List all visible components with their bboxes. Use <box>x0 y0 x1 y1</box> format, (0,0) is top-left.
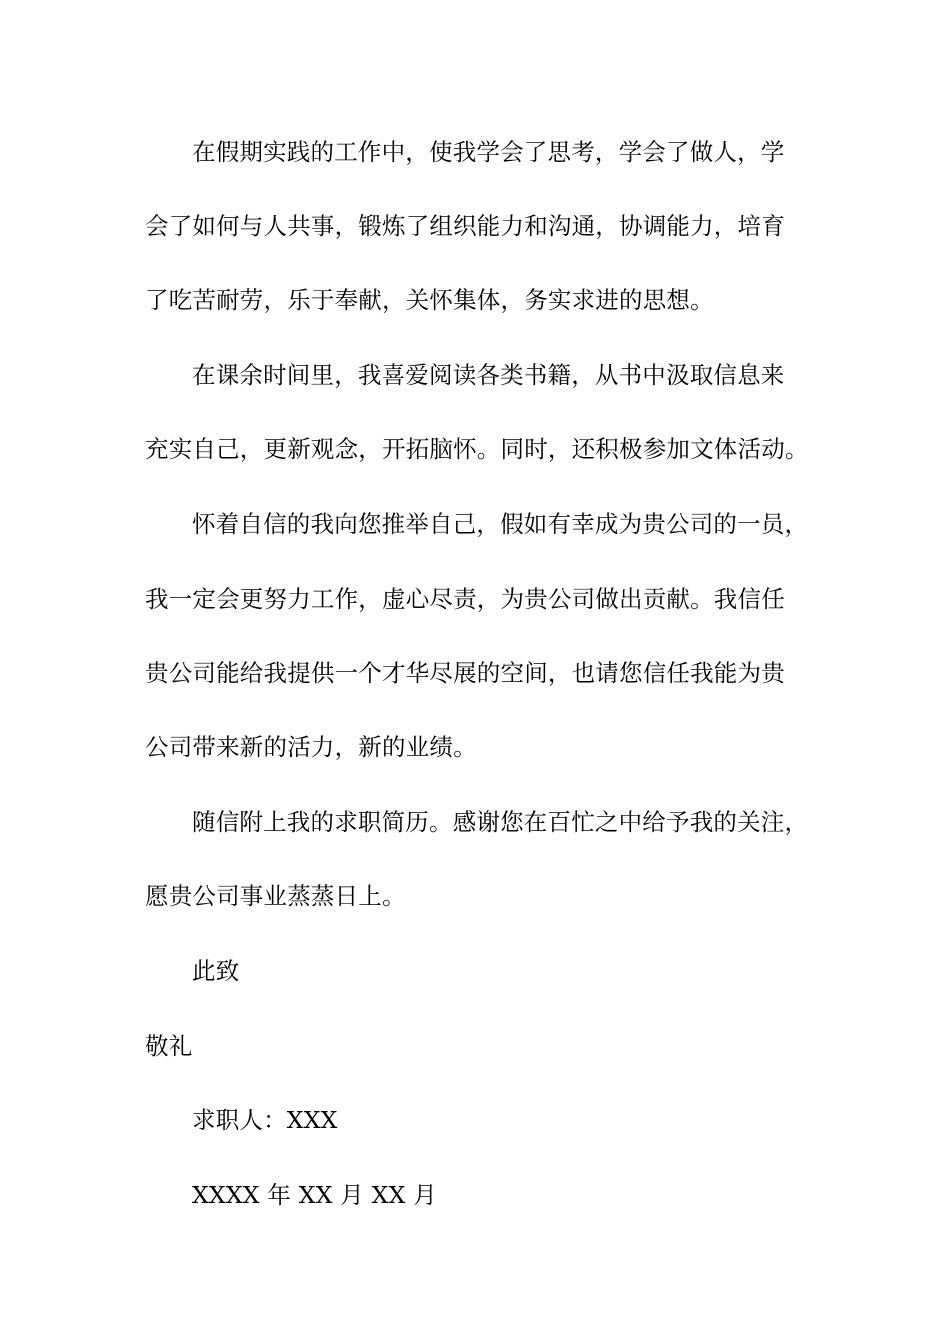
paragraph-3-line-3: 贵公司能给我提供一个才华尽展的空间，也请您信任我能为贵 <box>145 659 785 687</box>
signature-date: XXXX 年 XX 月 XX 月 <box>192 1181 437 1209</box>
signature-applicant: 求职人：XXX <box>192 1106 338 1134</box>
paragraph-2-line-1: 在课余时间里，我喜爱阅读各类书籍，从书中汲取信息来 <box>192 361 785 389</box>
paragraph-1-line-2: 会了如何与人共事，锻炼了组织能力和沟通，协调能力，培育 <box>145 212 785 240</box>
paragraph-1-line-1: 在假期实践的工作中，使我学会了思考，学会了做人，学 <box>192 138 785 166</box>
paragraph-1-line-3: 了吃苦耐劳，乐于奉献，关怀集体，务实求进的思想。 <box>145 286 714 314</box>
closing-salutation: 此致 <box>192 957 240 985</box>
paragraph-3-line-2: 我一定会更努力工作，虚心尽责，为贵公司做出贡献。我信任 <box>145 585 785 613</box>
closing-regards: 敬礼 <box>145 1032 193 1060</box>
paragraph-4-line-2: 愿贵公司事业蒸蒸日上。 <box>145 882 406 910</box>
paragraph-4-line-1: 随信附上我的求职简历。感谢您在百忙之中给予我的关注， <box>192 808 809 836</box>
paragraph-3-line-4: 公司带来新的活力，新的业绩。 <box>145 733 477 761</box>
paragraph-2-line-2: 充实自己，更新观念，开拓脑怀。同时，还积极参加文体活动。 <box>145 435 809 463</box>
paragraph-3-line-1: 怀着自信的我向您推举自己，假如有幸成为贵公司的一员， <box>192 510 809 538</box>
